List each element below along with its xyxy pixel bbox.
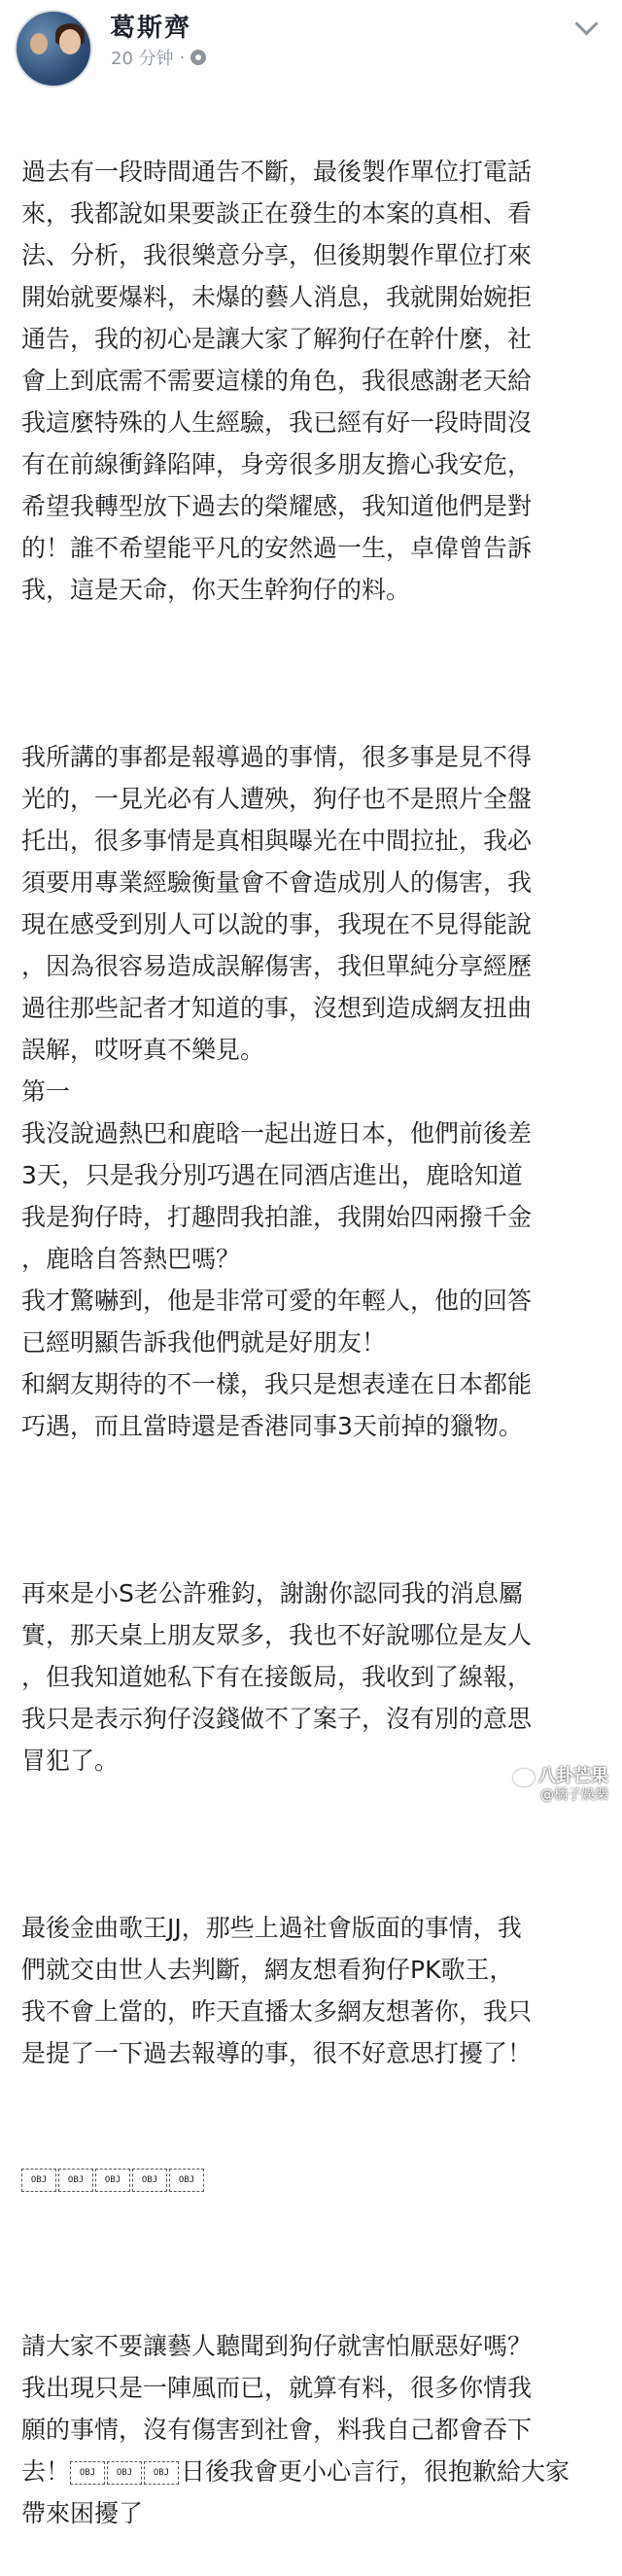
- emoji-placeholder: OBJ: [58, 2169, 93, 2192]
- post-time[interactable]: 20 分钟: [111, 49, 174, 69]
- emoji-placeholder: OBJ: [21, 2169, 56, 2192]
- paragraph-5-tail: 日後我會更小心言行，很抱歉給大家 帶來困擾了: [21, 2457, 570, 2527]
- chevron-down-icon[interactable]: [574, 12, 598, 35]
- paragraph-3: 再來是小S老公許雅鈞，謝謝你認同我的消息屬 實，那天桌上朋友眾多，我也不好說哪位是友人 ，但我知道她私下有在接飯局，我收到了線報， 我只是表示狗仔沒錢做不了案子，沒有別的意思 冒犯了。: [21, 1579, 533, 1775]
- emoji-placeholder: OBJ: [107, 2461, 142, 2485]
- emoji-placeholder-row: [21, 2116, 605, 2200]
- post-meta: [111, 45, 206, 70]
- avatar-face-secondary: [30, 33, 48, 54]
- emoji-placeholder: OBJ: [144, 2461, 179, 2485]
- gear-icon: [190, 50, 206, 65]
- avatar[interactable]: [15, 10, 92, 88]
- avatar-face: [59, 29, 81, 54]
- emoji-placeholder: OBJ: [95, 2169, 130, 2192]
- emoji-placeholder: OBJ: [70, 2461, 105, 2485]
- paragraph-5: [21, 2325, 605, 2534]
- watermark-handle: @橘子娛樂: [540, 1787, 608, 1803]
- watermark: [513, 1768, 608, 1804]
- weibo-icon: [513, 1769, 535, 1786]
- paragraph-1: 過去有一段時間通告不斷，最後製作單位打電話 來，我都說如果要談正在發生的本案的真相、看 法、分析，我很樂意分享，但後期製作單位打來 開始就要爆料，未爆的藝人消息，我就開始婉拒 通告，我的初心是讓大家了解狗仔在幹什麼，社 會上到底需不需要這樣的角色，我很感謝老天給 我這麼特殊的人生經驗，我已經有好一段時間沒 有在前線衝鋒陷陣，身旁很多朋友擔心我安危， 希望我轉型放下過去的榮耀感，我知道他們是對 的！誰不希望能平凡的安然過一生，卓偉曾告訴 我，這是天命，你天生幹狗仔的料。: [21, 158, 533, 604]
- emoji-placeholder: OBJ: [169, 2169, 204, 2192]
- watermark-title: 八卦芒果: [538, 1766, 608, 1786]
- watermark-title-row: [513, 1768, 608, 1786]
- paragraph-2: 我所講的事都是報導過的事情，很多事是見不得 光的，一見光必有人遭殃，狗仔也不是照片全盤 托出，很多事情是真相與曝光在中間拉扯，我必 須要用專業經驗衡量會不會造成別人的傷害，我 現在感受到別人可以說的事，我現在不見得能說 ，因為很容易造成誤解傷害，我但單純分享經歷 過往那些記者才知道的事，沒想到造成網友扭曲 誤解，哎呀真不樂見。 第一 我沒說過熱巴和鹿晗一起出遊日本，他們前後差 3天，只是我分別巧遇在同酒店進出，鹿晗知道 我是狗仔時，打趣問我拍誰，我開始四兩撥千金 ，鹿晗自答熱巴嗎？ 我才驚嚇到，他是非常可愛的年輕人，他的回答 已經明顯告訴我他們就是好朋友！ 和網友期待的不一樣，我只是想表達在日本都能 巧遇，而且當時還是香港同事3天前掉的獵物。: [21, 743, 533, 1440]
- paragraph-5-text: 請大家不要讓藝人聽聞到狗仔就害怕厭惡好嗎？ 我出現只是一陣風而已，就算有料，很多你情我 願的事情，沒有傷害到社會，料我自己都會吞下 去！: [21, 2332, 533, 2486]
- author-name[interactable]: 葛斯齊: [110, 14, 192, 43]
- meta-separator: ·: [179, 47, 186, 68]
- post-body: [21, 109, 605, 2576]
- paragraph-4: 最後金曲歌王JJ，那些上過社會版面的事情，我 們就交由世人去判斷，網友想看狗仔PK歌王， 我不會上當的，昨天直播太多網友想著你，我只 是提了一下過去報導的事，很不好意思打擾了！: [21, 1914, 533, 2067]
- post-header: [0, 0, 622, 93]
- emoji-placeholder: OBJ: [132, 2169, 167, 2192]
